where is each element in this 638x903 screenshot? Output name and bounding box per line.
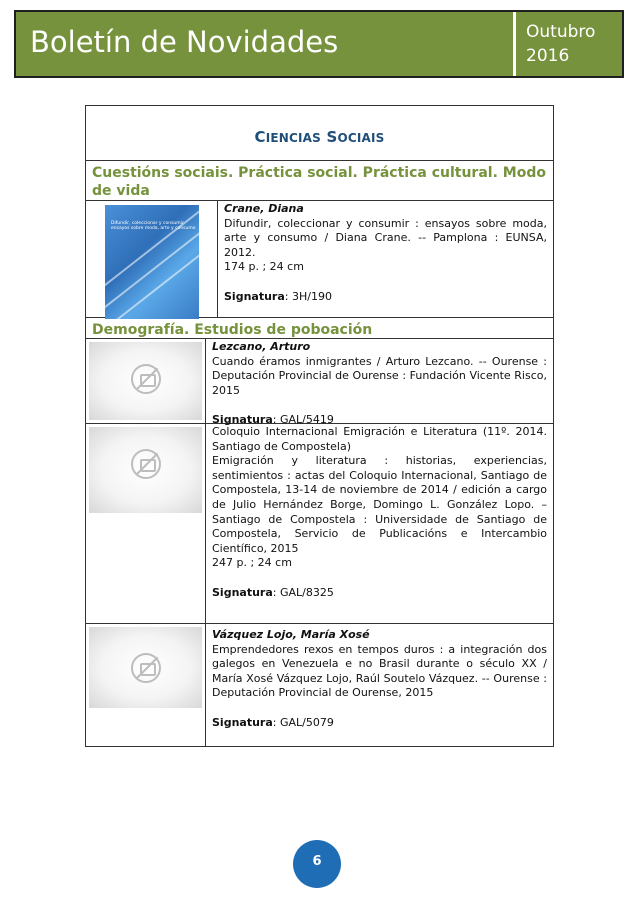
entry-description: Difundir, coleccionar y consumir : ensayos sobre moda, arte y consumo / Diana Crane. -- Pamplona : EUNSA, 2012. bbox=[224, 216, 547, 259]
entry-author: Lezcano, Arturo bbox=[212, 340, 311, 353]
section-title-part: IENCIAS bbox=[265, 131, 321, 145]
page-number-badge: 6 bbox=[293, 840, 341, 888]
entry-signature: Signatura: 3H/190 bbox=[224, 289, 332, 303]
entry-author: Crane, Diana bbox=[224, 202, 304, 215]
catalog-entry bbox=[86, 339, 553, 424]
section-title-cap: C bbox=[254, 128, 266, 146]
image-placeholder bbox=[89, 627, 202, 708]
entry-description: Emprendedores rexos en tempos duros : a integración dos galegos en Venezuela e no Brasil durante o século XX / María Xosé Vázquez Lojo, Raúl Soutelo Vázquez. -- Ourense : Deputación Provincial de Ourense, 2015 bbox=[212, 642, 547, 700]
entry-text bbox=[206, 624, 553, 746]
image-placeholder-cell bbox=[86, 339, 206, 423]
entry-description: Cuando éramos inmigrantes / Arturo Lezcano. -- Ourense : Deputación Provincial de Ourense : Fundación Vicente Risco, 2015 bbox=[212, 354, 547, 397]
section-title-cap: S bbox=[326, 128, 338, 146]
section-title-part: OCIAIS bbox=[337, 131, 385, 145]
book-cover-cell bbox=[86, 201, 218, 317]
entry-text bbox=[206, 339, 553, 426]
newsletter-header bbox=[14, 10, 624, 78]
entry-text bbox=[206, 424, 553, 623]
entry-signature: Signatura: GAL/5079 bbox=[212, 715, 334, 729]
newsletter-year: 2016 bbox=[526, 46, 570, 66]
entry-extent: 247 p. ; 24 cm bbox=[212, 556, 292, 570]
no-image-icon bbox=[131, 364, 161, 394]
entry-description: Emigración y literatura : historias, experiencias, sentimientos : actas del Coloquio Internacional, Santiago de Compostela, 13-14 de noviembre de 2014 / edición a cargo de Julio Hernández Borge, Domingo L. González Lopo. – Santiago de Compostela : Universidade de Santiago de Compostela, Servicio de Publicacións e Intercambio Científico, 2015 bbox=[212, 454, 547, 555]
book-cover-image bbox=[105, 205, 199, 319]
entry-text bbox=[218, 201, 553, 317]
newsletter-title: Boletín de Novidades bbox=[16, 12, 513, 76]
entry-heading: Coloquio Internacional Emigración e Literatura (11º. 2014. Santiago de Compostela) bbox=[212, 425, 547, 453]
catalog-entry bbox=[86, 424, 553, 624]
subsection-title: Cuestións sociais. Práctica social. Práctica cultural. Modo de vida bbox=[86, 161, 553, 201]
entry-signature: Signatura: GAL/8325 bbox=[212, 585, 334, 599]
newsletter-month: Outubro bbox=[526, 22, 596, 42]
image-placeholder bbox=[89, 342, 202, 420]
section-title bbox=[86, 106, 553, 161]
book-cover-text: Difundir, coleccionar y consumir ensayos sobre moda, arte y consumo bbox=[111, 221, 196, 232]
content-table bbox=[85, 105, 554, 747]
no-image-icon bbox=[131, 449, 161, 479]
entry-signature: Signatura: GAL/5419 bbox=[212, 412, 334, 426]
image-placeholder bbox=[89, 427, 202, 513]
no-image-icon bbox=[131, 653, 161, 683]
catalog-entry bbox=[86, 624, 553, 746]
entry-author: Vázquez Lojo, María Xosé bbox=[212, 628, 370, 641]
image-placeholder-cell bbox=[86, 424, 206, 623]
image-placeholder-cell bbox=[86, 624, 206, 746]
entry-extent: 174 p. ; 24 cm bbox=[224, 260, 304, 274]
newsletter-date bbox=[516, 12, 622, 76]
subsection-title: Demografía. Estudios de poboación bbox=[86, 318, 553, 339]
catalog-entry bbox=[86, 201, 553, 318]
